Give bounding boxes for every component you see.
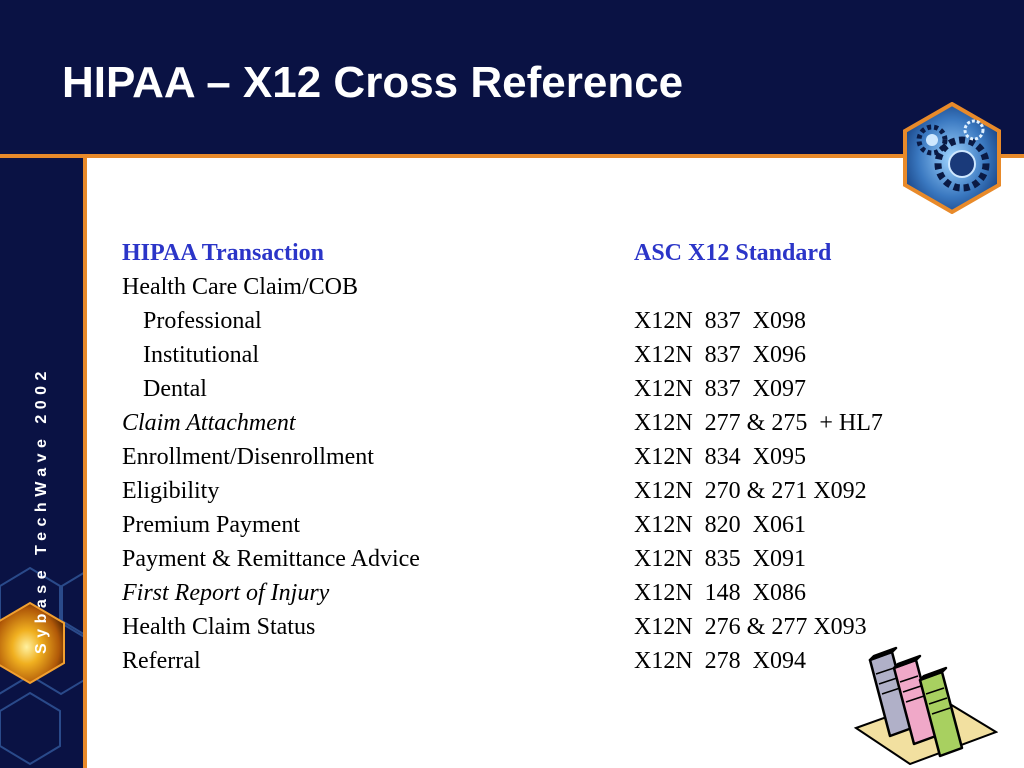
table-row [122,274,982,308]
standard-code: X12N 276 & 277 X093 [634,614,867,640]
left-sidebar [0,158,86,768]
transaction-name: Health Care Claim/COB [122,274,358,300]
transaction-name: Eligibility [122,478,220,504]
transaction-name: Claim Attachment [122,410,296,436]
transaction-name: Dental [143,376,207,402]
transaction-name: Premium Payment [122,512,300,538]
standard-code: X12N 270 & 271 X092 [634,478,867,504]
table-row [122,308,982,342]
slide-title: HIPAA – X12 Cross Reference [62,58,684,107]
table-row [122,580,982,614]
table-row [122,444,982,478]
table-row [122,478,982,512]
transaction-name: Enrollment/Disenrollment [122,444,374,470]
standard-code: X12N 278 X094 [634,648,806,674]
transaction-name: Payment & Remittance Advice [122,546,420,572]
table-row [122,546,982,580]
transaction-name: Institutional [143,342,259,368]
gear-hexagon-icon [902,102,1002,214]
standard-code: X12N 837 X097 [634,376,806,402]
standard-code: X12N 148 X086 [634,580,806,606]
table-row [122,376,982,410]
table-row [122,410,982,444]
column-header-transaction: HIPAA Transaction [122,240,325,266]
books-icon [848,640,998,765]
table-row [122,342,982,376]
transaction-name: Professional [143,308,262,334]
standard-code: X12N 820 X061 [634,512,806,538]
transaction-name: Referral [122,648,201,674]
transaction-name: Health Claim Status [122,614,316,640]
standard-code: X12N 835 X091 [634,546,806,572]
transaction-name: First Report of Injury [122,580,330,606]
standard-code: X12N 834 X095 [634,444,806,470]
sidebar-branding-text: Sybase TechWave 2002 [33,366,50,654]
table-row [122,512,982,546]
column-header-standard: ASC X12 Standard [634,240,832,266]
table-header-row [122,240,982,274]
standard-code: X12N 837 X096 [634,342,806,368]
standard-code: X12N 277 & 275 + HL7 [634,410,883,436]
standard-code: X12N 837 X098 [634,308,806,334]
